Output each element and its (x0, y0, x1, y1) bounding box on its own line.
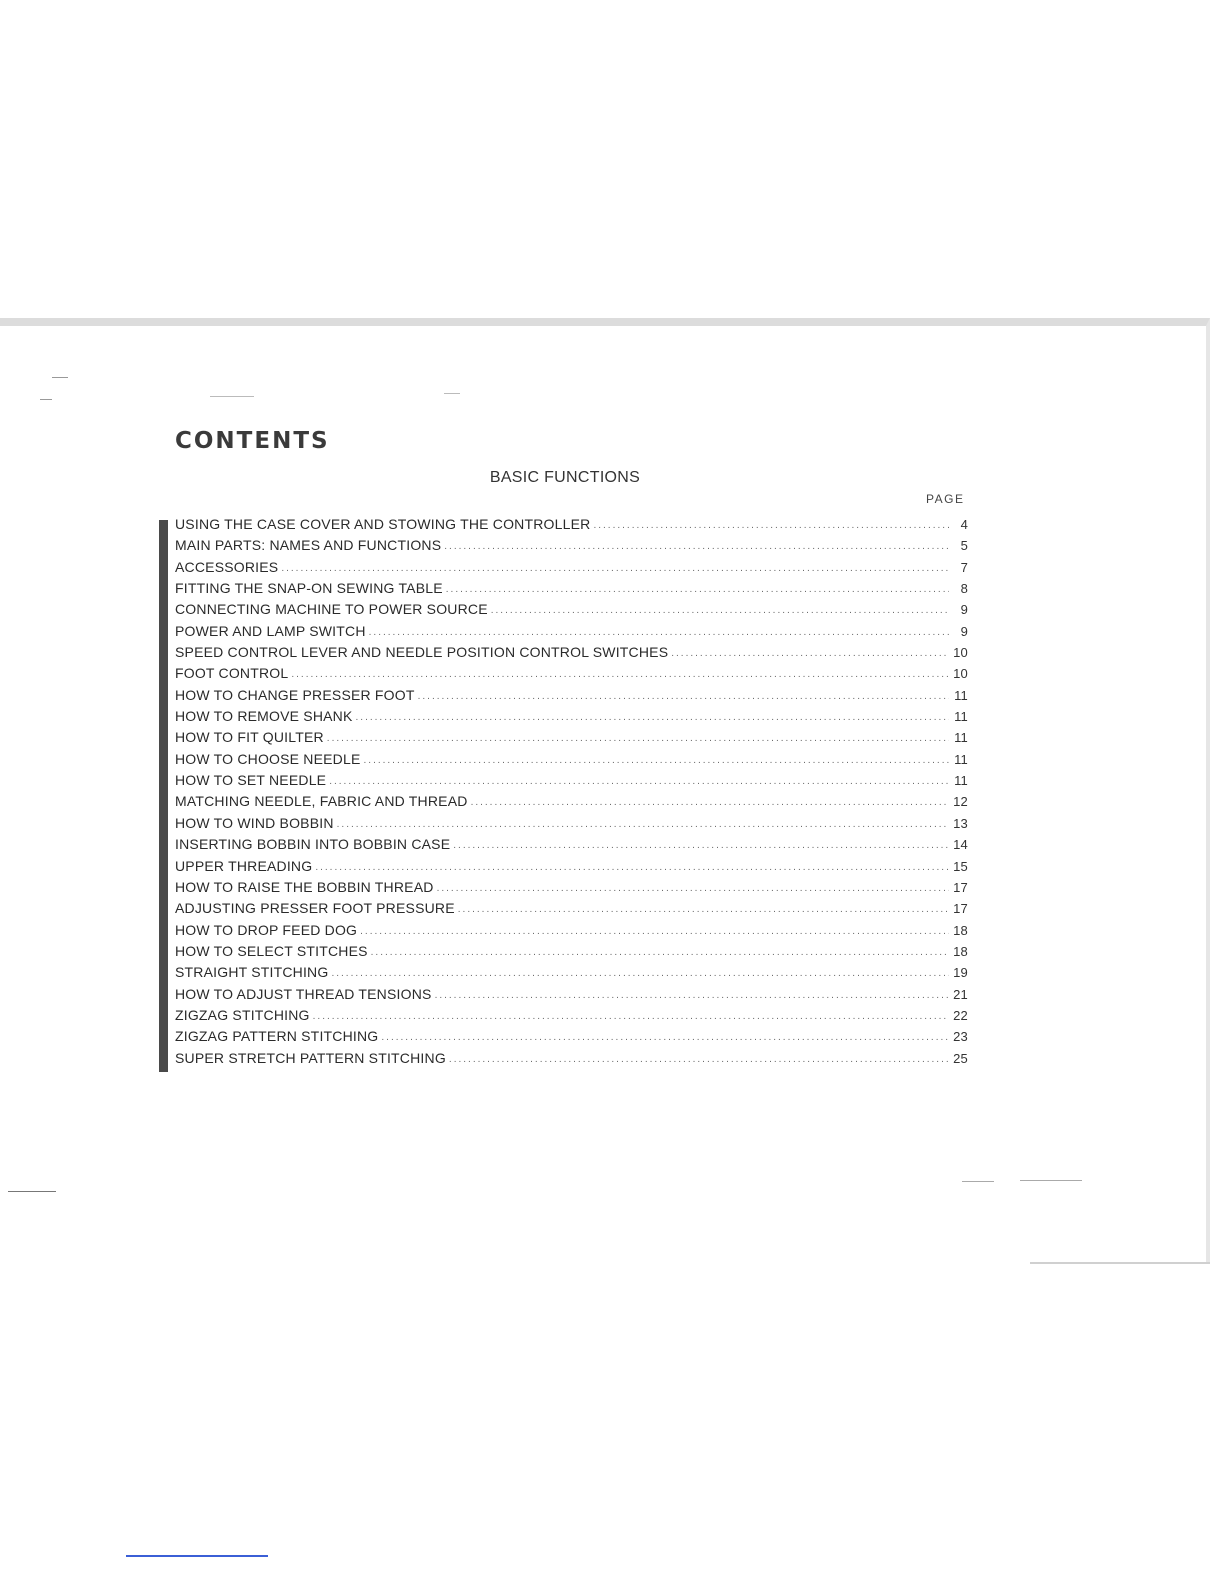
toc-entry[interactable] (175, 1050, 968, 1071)
toc-entry-page: 18 (953, 922, 968, 938)
toc-entry[interactable] (175, 943, 968, 964)
toc-entry[interactable] (175, 879, 968, 900)
toc-entry-title: HOW TO DROP FEED DOG (175, 921, 358, 938)
dot-leader (281, 563, 949, 574)
toc-entry[interactable] (175, 537, 968, 558)
toc-entry-title: HOW TO ADJUST THREAD TENSIONS (175, 985, 432, 1002)
toc-entry-page: 8 (960, 581, 968, 597)
toc-entry-page: 14 (953, 837, 968, 853)
toc-entry-page: 11 (954, 773, 968, 789)
dot-leader (446, 584, 949, 595)
dot-leader (381, 1032, 949, 1043)
toc-entry-page: 17 (953, 901, 968, 917)
scan-artifact (1020, 1180, 1082, 1181)
toc-entry-page: 9 (960, 623, 968, 639)
toc-entry-page: 10 (953, 666, 968, 682)
toc-entry-title: HOW TO FIT QUILTER (175, 729, 324, 746)
dot-leader (313, 1011, 949, 1022)
toc-entry-title: MAIN PARTS: NAMES AND FUNCTIONS (175, 537, 442, 554)
toc-list (175, 516, 968, 1071)
toc-entry[interactable] (175, 708, 968, 729)
toc-entry[interactable] (175, 900, 968, 921)
toc-side-bar (159, 520, 168, 1072)
scan-artifact (8, 1191, 56, 1192)
toc-entry-page: 18 (953, 943, 968, 959)
toc-entry-title: ZIGZAG PATTERN STITCHING (175, 1028, 379, 1045)
toc-entry-title: ZIGZAG STITCHING (175, 1006, 310, 1023)
toc-entry-page: 22 (953, 1007, 968, 1023)
toc-entry-page: 21 (953, 986, 968, 1002)
toc-entry-title: CONNECTING MACHINE TO POWER SOURCE (175, 601, 488, 618)
dot-leader (491, 605, 949, 616)
scan-artifact (444, 393, 460, 394)
dot-leader (356, 712, 949, 723)
toc-entry[interactable] (175, 644, 968, 665)
dot-leader (593, 520, 949, 531)
toc-entry-title: INSERTING BOBBIN INTO BOBBIN CASE (175, 836, 451, 853)
toc-entry-page: 10 (953, 645, 968, 661)
dot-leader (444, 541, 949, 552)
toc-entry[interactable] (175, 559, 968, 580)
toc-entry-title: USING THE CASE COVER AND STOWING THE CONTROLLER (175, 516, 591, 532)
page-title: CONTENTS (175, 428, 330, 454)
toc-entry[interactable] (175, 772, 968, 793)
toc-entry[interactable] (175, 751, 968, 772)
toc-entry[interactable] (175, 922, 968, 943)
toc-entry-page: 11 (954, 730, 968, 746)
dot-leader (453, 840, 949, 851)
toc-entry-title: HOW TO CHOOSE NEEDLE (175, 750, 361, 767)
toc-entry-page: 4 (960, 517, 968, 532)
toc-entry-title: POWER AND LAMP SWITCH (175, 622, 366, 639)
scan-artifact (40, 399, 52, 400)
toc-entry-page: 17 (953, 879, 968, 895)
toc-entry-title: HOW TO REMOVE SHANK (175, 708, 353, 725)
toc-entry[interactable] (175, 836, 968, 857)
toc-entry[interactable] (175, 580, 968, 601)
toc-entry-title: SPEED CONTROL LEVER AND NEEDLE POSITION CONTROL SWITCHES (175, 644, 669, 661)
dot-leader (327, 733, 949, 744)
toc-entry-page: 15 (953, 858, 968, 874)
toc-entry[interactable] (175, 687, 968, 708)
dot-leader (291, 669, 949, 680)
toc-entry[interactable] (175, 665, 968, 686)
toc-entry-page: 11 (954, 687, 968, 703)
toc-entry[interactable] (175, 516, 968, 537)
dot-leader (437, 883, 949, 894)
toc-entry[interactable] (175, 601, 968, 622)
toc-entry[interactable] (175, 858, 968, 879)
toc-entry-title: STRAIGHT STITCHING (175, 964, 329, 981)
dot-leader (329, 776, 949, 787)
toc-entry-page: 7 (960, 559, 968, 575)
scan-artifact (210, 396, 254, 397)
toc-entry-title: UPPER THREADING (175, 857, 313, 874)
dot-leader (371, 947, 949, 958)
scan-artifact (52, 377, 68, 378)
toc-entry-page: 11 (954, 709, 968, 725)
toc-entry-page: 5 (960, 538, 968, 554)
toc-entry-page: 12 (953, 794, 968, 810)
dot-leader (315, 862, 949, 873)
dot-leader (449, 1054, 949, 1065)
toc-entry[interactable] (175, 1028, 968, 1049)
dot-leader (337, 819, 949, 830)
dot-leader (671, 648, 949, 659)
toc-entry-title: FITTING THE SNAP-ON SEWING TABLE (175, 580, 443, 597)
toc-entry[interactable] (175, 729, 968, 750)
toc-entry-page: 23 (953, 1029, 968, 1045)
toc-entry-page: 11 (954, 751, 968, 767)
toc-entry-page: 25 (953, 1050, 968, 1066)
toc-entry-page: 19 (953, 965, 968, 981)
dot-leader (418, 691, 949, 702)
scan-artifact (962, 1181, 994, 1182)
section-heading: BASIC FUNCTIONS (489, 469, 641, 486)
toc-entry-title: SUPER STRETCH PATTERN STITCHING (175, 1049, 446, 1066)
toc-entry-page: 9 (960, 602, 968, 618)
dot-leader (360, 926, 949, 937)
dot-leader (331, 968, 949, 979)
toc-entry-title: HOW TO RAISE THE BOBBIN THREAD (175, 878, 434, 895)
toc-entry-page: 13 (953, 815, 968, 831)
toc-entry-title: ACCESSORIES (175, 558, 279, 575)
toc-entry-title: HOW TO CHANGE PRESSER FOOT (175, 686, 415, 703)
dot-leader (458, 904, 949, 915)
dot-leader (369, 627, 949, 638)
toc-entry[interactable] (175, 986, 968, 1007)
toc-entry-title: HOW TO SELECT STITCHES (175, 942, 368, 959)
toc-entry-title: FOOT CONTROL (175, 665, 289, 682)
toc-entry[interactable] (175, 964, 968, 985)
dot-leader (364, 755, 949, 766)
toc-entry[interactable] (175, 793, 968, 814)
dot-leader (435, 990, 949, 1001)
toc-entry-title: HOW TO WIND BOBBIN (175, 814, 334, 831)
toc-entry[interactable] (175, 815, 968, 836)
page-edge (1030, 1262, 1210, 1264)
page-column-header: PAGE (926, 492, 965, 506)
toc-entry[interactable] (175, 1007, 968, 1028)
footer-rule (126, 1555, 268, 1557)
toc-entry[interactable] (175, 623, 968, 644)
dot-leader (471, 797, 949, 808)
toc-entry-title: ADJUSTING PRESSER FOOT PRESSURE (175, 900, 455, 917)
toc-entry-title: HOW TO SET NEEDLE (175, 772, 327, 789)
toc-entry-title: MATCHING NEEDLE, FABRIC AND THREAD (175, 793, 468, 810)
